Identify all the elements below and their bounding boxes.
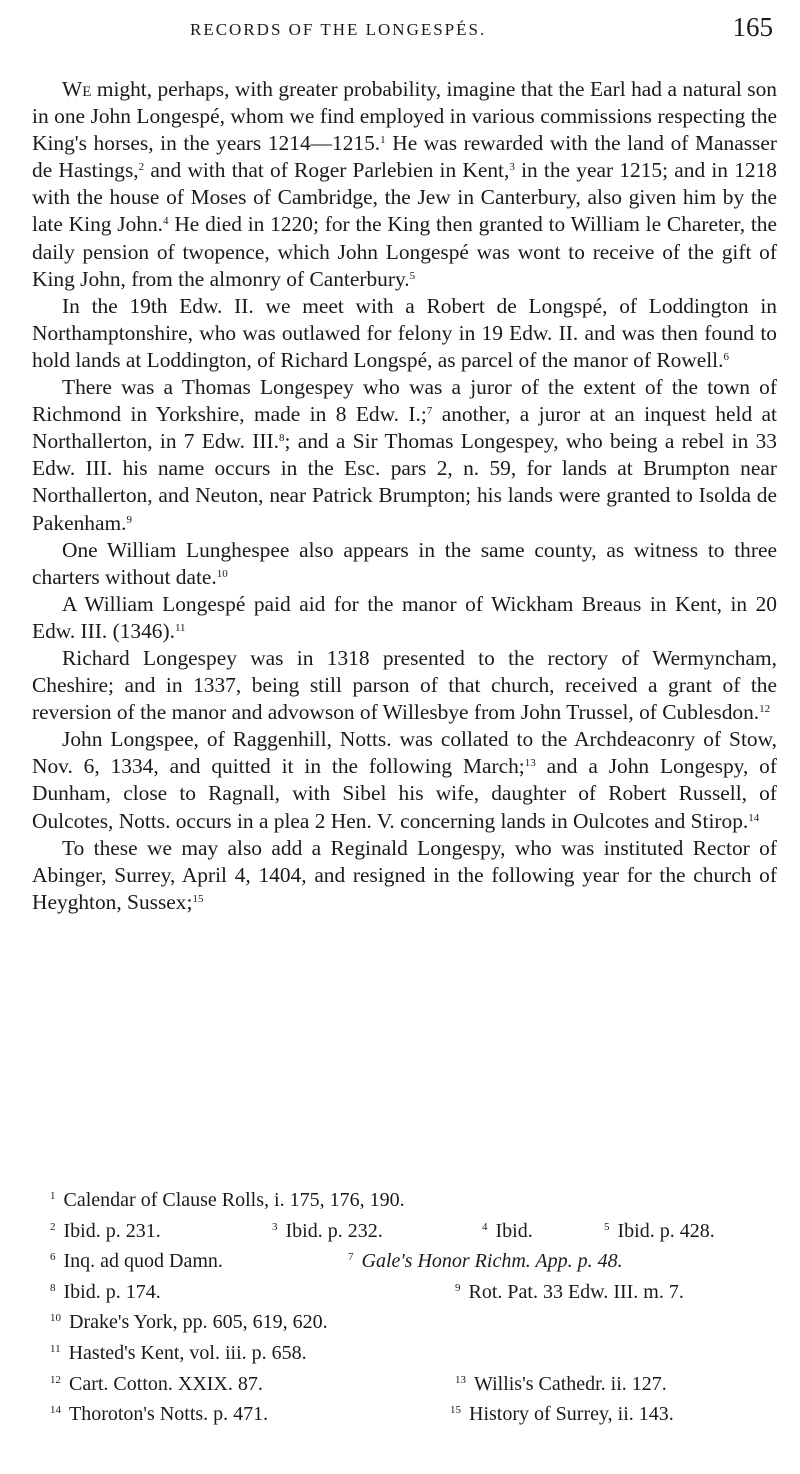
text-run: He died in 1220; for the King then granted to William le Chareter, the daily pension of twopence, which John Longespé was wont to receive of the gift of King John, from the almonry of Canterbury. <box>32 212 777 291</box>
paragraph <box>32 726 777 834</box>
footnote <box>50 1244 348 1275</box>
footnote-number: 10 <box>50 1312 61 1325</box>
body-text <box>32 76 777 916</box>
footnote-number: 1 <box>50 1190 56 1202</box>
footnote-text: Ibid. p. 174. <box>63 1280 161 1303</box>
footnote-marker[interactable]: 8 <box>278 432 285 445</box>
text-run: Richard Longespey was in 1318 presented to the rectory of Wermyncham, Cheshire; and in 1337, being still parson of that church, received a grant of the reversion of the manor and advowson of Willesbye from John Trussel, of Cublesdon. <box>32 645 777 725</box>
footnote-marker[interactable]: 12 <box>759 703 771 716</box>
footnote-number: 11 <box>50 1342 61 1355</box>
footnote-number: 14 <box>50 1404 61 1417</box>
footnote-line <box>50 1367 770 1398</box>
running-title: RECORDS OF THE LONGESPÉS. <box>190 20 487 39</box>
footnotes <box>50 1183 770 1428</box>
footnote <box>455 1367 667 1398</box>
footnote-line <box>50 1336 770 1367</box>
footnote-number: 3 <box>272 1220 278 1233</box>
footnote-marker[interactable]: 15 <box>192 892 204 905</box>
footnote-number: 5 <box>604 1220 610 1233</box>
footnote <box>450 1397 674 1428</box>
footnote-number: 9 <box>455 1281 461 1294</box>
footnote-line <box>50 1305 770 1336</box>
footnote-marker[interactable]: 10 <box>216 567 228 580</box>
footnote-number: 12 <box>50 1373 61 1386</box>
footnote-line <box>50 1275 770 1306</box>
paragraph <box>32 76 777 293</box>
footnote-number: 6 <box>50 1251 56 1264</box>
footnote-marker[interactable]: 13 <box>524 757 536 770</box>
paragraph <box>32 645 777 726</box>
paragraph <box>32 835 777 916</box>
footnote-text: Inq. ad quod Damn. <box>63 1250 223 1273</box>
footnote-text: Hasted's Kent, vol. iii. p. 658. <box>68 1341 307 1364</box>
footnote-marker[interactable]: 4 <box>163 215 169 228</box>
text-run: and with that of Roger Parlebien in Kent, <box>144 158 510 183</box>
footnote-number: 4 <box>482 1220 488 1233</box>
paragraph <box>32 374 777 537</box>
footnote-marker[interactable]: 9 <box>126 513 132 526</box>
footnote-text: History of Surrey, ii. 143. <box>469 1403 674 1426</box>
footnote <box>50 1214 272 1245</box>
paragraph <box>32 293 777 374</box>
text-run: might, perhaps, with greater probability, imagine that the Earl had a natural son in one John Longespé, whom we find employed in various commissions respecting the King's horses, in the years 1214—1215. <box>32 77 777 156</box>
footnote-text: Rot. Pat. 33 Edw. III. m. 7. <box>468 1280 684 1303</box>
footnote-line <box>50 1397 770 1428</box>
footnote-text: Gale's Honor Richm. App. p. 48. <box>361 1250 623 1273</box>
footnote-number: 13 <box>455 1373 466 1386</box>
footnote-text: Ibid. p. 231. <box>63 1219 161 1242</box>
footnote <box>348 1244 623 1275</box>
footnote-marker[interactable]: 5 <box>409 269 416 282</box>
footnote-text: Drake's York, pp. 605, 619, 620. <box>69 1311 328 1334</box>
text-run: There was a Thomas Longespey who was a juror of the extent of the town of Richmond in Yorkshire, made in 8 Edw. I.; <box>32 375 777 427</box>
footnote <box>604 1214 715 1245</box>
text-run: He was rewarded with the land of Manasser de Hastings, <box>32 131 777 183</box>
footnote-number: 8 <box>50 1281 56 1294</box>
footnote-line <box>50 1183 770 1214</box>
paragraph <box>32 537 777 591</box>
footnote-marker[interactable]: 1 <box>380 134 386 147</box>
footnote-number: 7 <box>348 1251 354 1264</box>
text-run: and a John Longespy, of Dunham, close to Ragnall, with Sibel his wife, daughter of Robert Russell, of Oulcotes, Notts. occurs in a plea 2 Hen. V. concerning lands in Oulcotes and Stirop. <box>32 754 778 833</box>
page-header <box>32 10 777 42</box>
footnote <box>50 1305 328 1336</box>
footnote-text: Ibid. p. 428. <box>617 1219 715 1242</box>
footnote-marker[interactable]: 11 <box>174 621 186 634</box>
footnote-text: Willis's Cathedr. ii. 127. <box>474 1372 667 1395</box>
text-run: A William Longespé paid aid for the manor of Wickham Breaus in Kent, in 20 Edw. III. (1346). <box>32 591 777 643</box>
footnote-marker[interactable]: 2 <box>138 161 145 174</box>
footnote <box>272 1214 482 1245</box>
footnote <box>50 1397 450 1428</box>
footnote-text: Ibid. <box>495 1219 533 1242</box>
footnote-marker[interactable]: 3 <box>509 161 515 174</box>
text-run: John Longspee, of Raggenhill, Notts. was collated to the Archdeaconry of Stow, Nov. 6, 1334, and quitted it in the following March; <box>32 727 777 779</box>
text-run: in the year 1215; and in 1218 with the house of Moses of Cambridge, the Jew in Canterbury, also given him by the late King John. <box>32 158 777 237</box>
text-run: To these we may also add a Reginald Longespy, who was instituted Rector of Abinger, Surrey, April 4, 1404, and resigned in the following year for the church of Heyghton, Sussex; <box>32 835 777 914</box>
text-run: In the 19th Edw. II. we meet with a Robert de Longspé, of Loddington in Northamptonshire, who was outlawed for felony in 19 Edw. II. and was then found to hold lands at Loddington, of Richard Longspé, as parcel of the manor of Rowell. <box>32 293 777 372</box>
footnote-text: Ibid. p. 232. <box>285 1219 383 1242</box>
book-page <box>32 0 777 1474</box>
footnote-text: Calendar of Clause Rolls, i. 175, 176, 190. <box>63 1189 405 1211</box>
footnote-line <box>50 1244 770 1275</box>
footnote <box>50 1336 307 1367</box>
footnote-marker[interactable]: 14 <box>748 811 760 824</box>
footnote <box>50 1275 455 1306</box>
paragraph <box>32 591 777 645</box>
footnote <box>50 1367 455 1398</box>
footnote-line <box>50 1214 770 1245</box>
footnote <box>455 1275 684 1306</box>
footnote-number: 2 <box>50 1220 56 1233</box>
footnote-marker[interactable]: 6 <box>723 350 729 363</box>
footnote-text: Cart. Cotton. XXIX. 87. <box>69 1372 263 1395</box>
opening-word: We <box>62 77 92 101</box>
footnote <box>482 1214 604 1245</box>
footnote-number: 15 <box>450 1404 461 1417</box>
text-run: another, a juror at an inquest held at Northallerton, in 7 Edw. III. <box>32 402 777 454</box>
footnote-marker[interactable]: 7 <box>426 405 433 418</box>
text-run: ; and a Sir Thomas Longespey, who being a rebel in 33 Edw. III. his name occurs in the Esc. pars 2, n. 59, for lands at Brumpton near Northallerton, and Neuton, near Patrick Brumpton; his lands were granted to Isolda de Pakenham. <box>32 429 777 535</box>
page-number: 165 <box>732 12 773 42</box>
footnote-text: Thoroton's Notts. p. 471. <box>69 1403 269 1426</box>
text-run: One William Lunghespee also appears in the same county, as witness to three charters without date. <box>32 537 777 589</box>
